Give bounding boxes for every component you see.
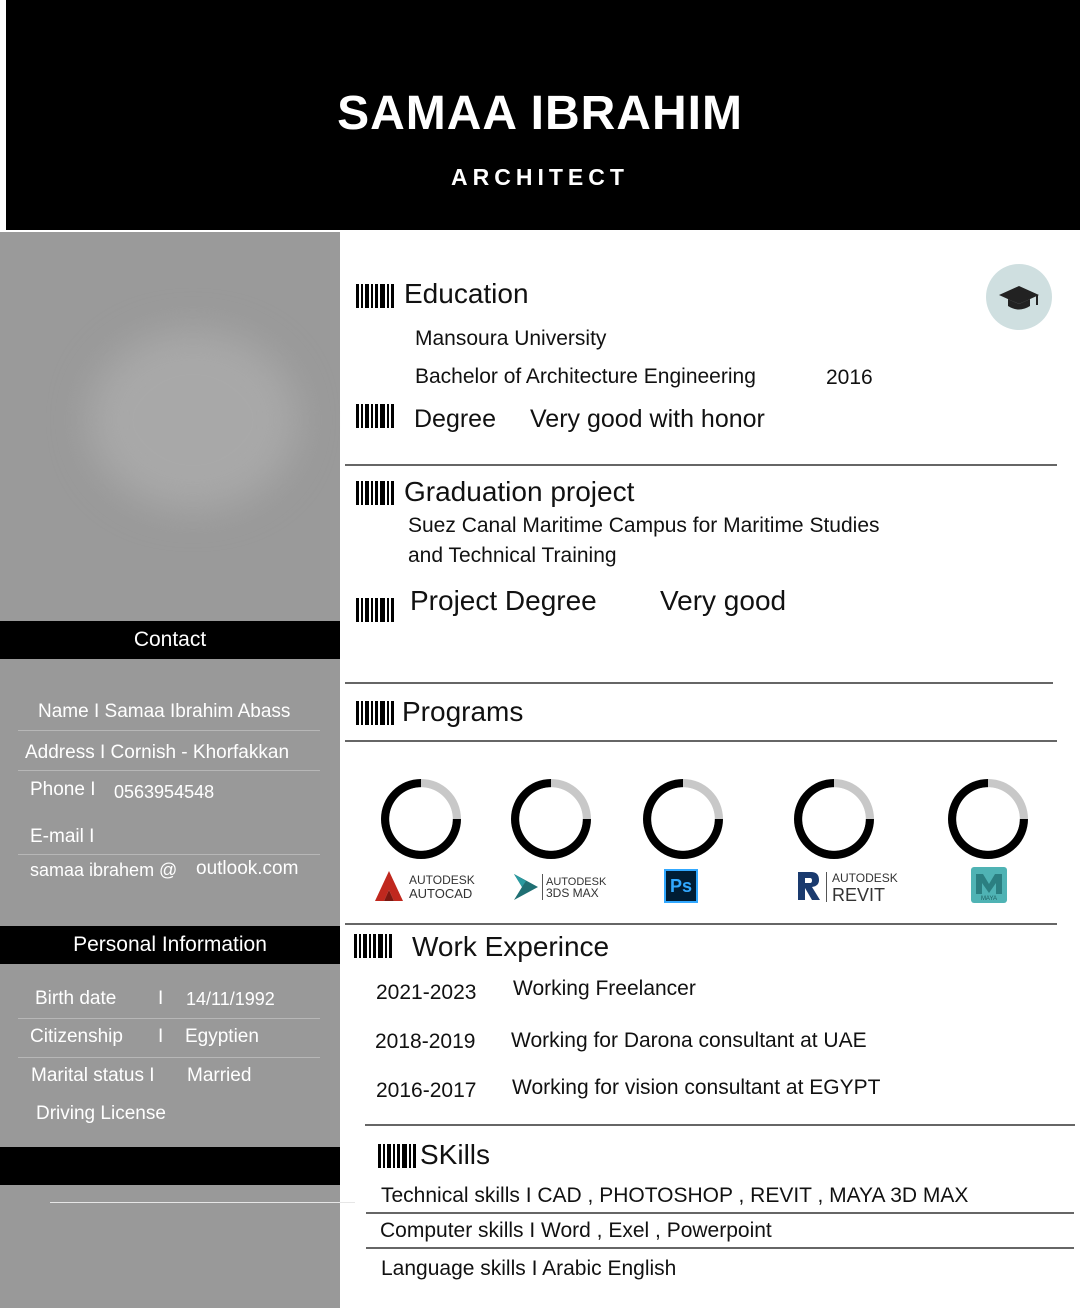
education-year: 2016 <box>826 366 873 389</box>
work-heading: Work Experince <box>412 931 610 962</box>
contact-email-user: samaa ibrahem @ <box>30 860 178 880</box>
candidate-name: SAMAA IBRAHIM <box>337 87 743 140</box>
citizenship-value: Egyptien <box>185 1026 259 1047</box>
barcode-icon <box>356 481 394 505</box>
3ds-max-brand: AUTODESK <box>546 876 607 888</box>
work-years: 2018-2019 <box>375 1030 476 1053</box>
marital-label: Marital status I <box>31 1065 155 1086</box>
divider <box>18 1057 320 1058</box>
divider <box>365 1124 1075 1126</box>
driving-license: Driving License <box>36 1103 166 1124</box>
3ds-max-icon <box>512 872 540 902</box>
education-degree-label: Degree <box>414 405 496 433</box>
divider <box>18 854 320 855</box>
autocad-product: AUTOCAD <box>409 886 473 901</box>
work-role: Working for Darona consultant at UAE <box>511 1029 867 1052</box>
skills-heading: SKills <box>420 1139 491 1170</box>
divider <box>345 923 1057 925</box>
programs-heading: Programs <box>402 696 524 727</box>
work-role: Working for vision consultant at EGYPT <box>512 1076 881 1099</box>
personal-heading: Personal Information <box>0 926 340 964</box>
contact-address: Address I Cornish - Khorfakkan <box>25 742 290 763</box>
program-level-ring <box>643 779 723 859</box>
education-degree-line: Bachelor of Architecture Engineering <box>415 365 756 388</box>
marital-value: Married <box>187 1065 252 1086</box>
sidebar-bottom-bar <box>0 1147 340 1185</box>
graduation-cap-icon <box>986 264 1052 330</box>
barcode-icon <box>356 404 394 428</box>
contact-email-domain: outlook.com <box>196 858 299 879</box>
profile-photo-blur <box>88 330 298 510</box>
revit-brand: AUTODESK <box>832 871 898 885</box>
program-level-ring <box>511 779 591 859</box>
divider <box>366 1212 1074 1214</box>
barcode-icon <box>356 701 394 725</box>
graduation-degree-label: Project Degree <box>410 585 597 616</box>
barcode-icon <box>356 598 394 622</box>
revit-product: REVIT <box>832 885 886 905</box>
program-level-ring <box>948 779 1028 859</box>
divider <box>50 1202 355 1203</box>
citizenship-label: Citizenship <box>30 1026 123 1047</box>
divider <box>18 730 320 731</box>
autocad-icon <box>374 870 404 902</box>
divider <box>345 682 1053 684</box>
graduation-heading: Graduation project <box>404 476 635 507</box>
divider <box>542 874 543 900</box>
divider <box>345 464 1057 466</box>
autocad-brand: AUTODESK <box>409 873 475 887</box>
divider <box>18 770 320 771</box>
graduation-line-2: and Technical Training <box>408 544 617 567</box>
maya-label: MAYA <box>980 896 998 902</box>
divider <box>345 740 1057 742</box>
technical-skills: Technical skills I CAD , PHOTOSHOP , REVIT , MAYA 3D MAX <box>381 1184 969 1207</box>
divider <box>366 1247 1074 1249</box>
work-years: 2016-2017 <box>376 1079 477 1102</box>
barcode-icon <box>356 284 394 308</box>
contact-phone-label: Phone I <box>30 779 96 800</box>
education-degree-value: Very good with honor <box>530 405 765 433</box>
divider <box>18 1018 320 1019</box>
graduation-degree-value: Very good <box>660 585 787 616</box>
birth-value: 14/11/1992 <box>186 989 275 1009</box>
citizenship-separator: I <box>158 1026 164 1047</box>
birth-separator: I <box>158 988 164 1009</box>
barcode-icon <box>354 934 392 958</box>
contact-name: Name I Samaa Ibrahim Abass <box>38 701 291 722</box>
language-skills: Language skills I Arabic English <box>381 1257 677 1280</box>
education-heading: Education <box>404 278 529 309</box>
candidate-title: ARCHITECT <box>451 164 629 190</box>
3ds-max-product: 3DS MAX <box>546 886 599 900</box>
education-university: Mansoura University <box>415 327 607 350</box>
computer-skills: Computer skills I Word , Exel , Powerpoint <box>380 1219 772 1242</box>
contact-phone: 0563954548 <box>114 782 215 802</box>
birth-label: Birth date <box>35 988 117 1009</box>
work-role: Working Freelancer <box>513 977 696 1000</box>
contact-heading: Contact <box>0 621 340 659</box>
program-level-ring <box>381 779 461 859</box>
graduation-line-1: Suez Canal Maritime Campus for Maritime Studies <box>408 514 880 537</box>
barcode-icon <box>378 1144 416 1168</box>
contact-email-label: E-mail I <box>30 826 95 847</box>
photoshop-icon: Ps <box>664 869 698 903</box>
work-years: 2021-2023 <box>376 981 477 1004</box>
divider <box>826 872 827 902</box>
revit-icon <box>796 870 822 902</box>
program-level-ring <box>794 779 874 859</box>
